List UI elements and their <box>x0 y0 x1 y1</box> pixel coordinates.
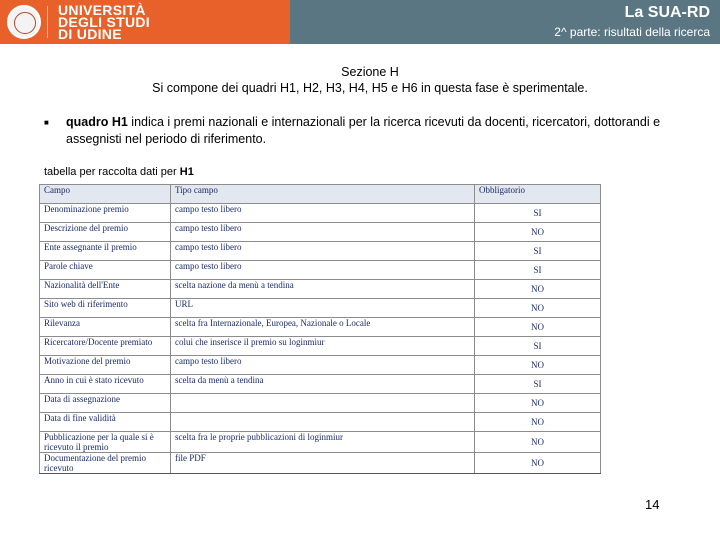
cell-obbligatorio: NO <box>475 432 601 453</box>
cell-campo: Motivazione del premio <box>40 356 171 375</box>
column-header: Campo <box>40 185 171 204</box>
cell-obbligatorio: SI <box>475 337 601 356</box>
logo-divider <box>47 6 48 38</box>
cell-tipo: file PDF <box>171 453 475 474</box>
cell-tipo <box>171 413 475 432</box>
section-subtitle: Si compone dei quadri H1, H2, H3, H4, H5 e H6 in questa fase è sperimentale. <box>152 81 588 95</box>
table-row <box>40 356 601 375</box>
cell-obbligatorio: NO <box>475 356 601 375</box>
cell-tipo: campo testo libero <box>171 242 475 261</box>
table-row <box>40 242 601 261</box>
cell-campo: Ricercatore/Docente premiato <box>40 337 171 356</box>
table-row <box>40 261 601 280</box>
logo-line: DEGLI STUDI <box>58 14 150 30</box>
table-header-row <box>40 185 601 204</box>
cell-tipo: campo testo libero <box>171 356 475 375</box>
cell-campo: Pubblicazione per la quale si è ricevuto il premio <box>40 432 171 453</box>
cell-tipo: scelta da menù a tendina <box>171 375 475 394</box>
cell-obbligatorio: SI <box>475 242 601 261</box>
table-row <box>40 413 601 432</box>
cell-obbligatorio: NO <box>475 413 601 432</box>
cell-obbligatorio: SI <box>475 204 601 223</box>
table-row <box>40 453 601 474</box>
university-logo <box>0 0 290 44</box>
cell-tipo: scelta fra Internazionale, Europea, Nazionale o Locale <box>171 318 475 337</box>
table-row <box>40 223 601 242</box>
bullet-body: indica i premi nazionali e internazionali per la ricerca ricevuti da docenti, ricercatori, dottorandi e assegnisti nel periodo di riferimento. <box>66 115 661 146</box>
cell-obbligatorio: NO <box>475 280 601 299</box>
cell-tipo: scelta fra le proprie pubblicazioni di loginmiur <box>171 432 475 453</box>
cell-tipo <box>171 394 475 413</box>
bullet-square-icon: ■ <box>44 118 49 127</box>
table-row <box>40 375 601 394</box>
logo-line: DI UDINE <box>58 26 122 42</box>
bullet-bold: quadro H1 <box>66 115 128 129</box>
section-title: Sezione H <box>341 65 399 79</box>
table-row <box>40 318 601 337</box>
table-row <box>40 299 601 318</box>
table-row <box>40 337 601 356</box>
cell-campo: Parole chiave <box>40 261 171 280</box>
cell-campo: Documentazione del premio ricevuto <box>40 453 171 474</box>
slide-title: La SUA-RD <box>624 4 710 21</box>
cell-tipo: scelta nazione da menù a tendina <box>171 280 475 299</box>
table-row <box>40 204 601 223</box>
cell-tipo: colui che inserisce il premio su loginmiur <box>171 337 475 356</box>
bullet-text <box>66 114 686 148</box>
caption-bold: H1 <box>179 166 194 178</box>
cell-tipo: campo testo libero <box>171 261 475 280</box>
column-header: Tipo campo <box>171 185 475 204</box>
cell-campo: Anno in cui è stato ricevuto <box>40 375 171 394</box>
caption-prefix: tabella per raccolta dati per <box>44 166 180 178</box>
cell-obbligatorio: NO <box>475 453 601 474</box>
column-header: Obbligatorio <box>475 185 601 204</box>
logo-line: UNIVERSITÀ <box>58 2 146 18</box>
table-caption <box>44 166 194 178</box>
slide-subtitle: 2^ parte: risultati della ricerca <box>554 25 710 39</box>
university-seal-icon <box>7 5 41 39</box>
cell-campo: Sito web di riferimento <box>40 299 171 318</box>
cell-obbligatorio: SI <box>475 375 601 394</box>
fields-table <box>39 184 601 474</box>
cell-campo: Rilevanza <box>40 318 171 337</box>
page-number: 14 <box>645 497 660 512</box>
cell-campo: Data di assegnazione <box>40 394 171 413</box>
slide-header <box>0 0 720 44</box>
cell-campo: Nazionalità dell'Ente <box>40 280 171 299</box>
cell-campo: Descrizione del premio <box>40 223 171 242</box>
cell-obbligatorio: NO <box>475 394 601 413</box>
cell-tipo: campo testo libero <box>171 223 475 242</box>
cell-campo: Denominazione premio <box>40 204 171 223</box>
cell-campo: Ente assegnante il premio <box>40 242 171 261</box>
cell-obbligatorio: NO <box>475 223 601 242</box>
cell-obbligatorio: NO <box>475 299 601 318</box>
cell-tipo: campo testo libero <box>171 204 475 223</box>
cell-tipo: URL <box>171 299 475 318</box>
cell-obbligatorio: NO <box>475 318 601 337</box>
table-row <box>40 432 601 453</box>
cell-obbligatorio: SI <box>475 261 601 280</box>
cell-campo: Data di fine validità <box>40 413 171 432</box>
university-name <box>58 4 158 40</box>
table-row <box>40 394 601 413</box>
table-row <box>40 280 601 299</box>
